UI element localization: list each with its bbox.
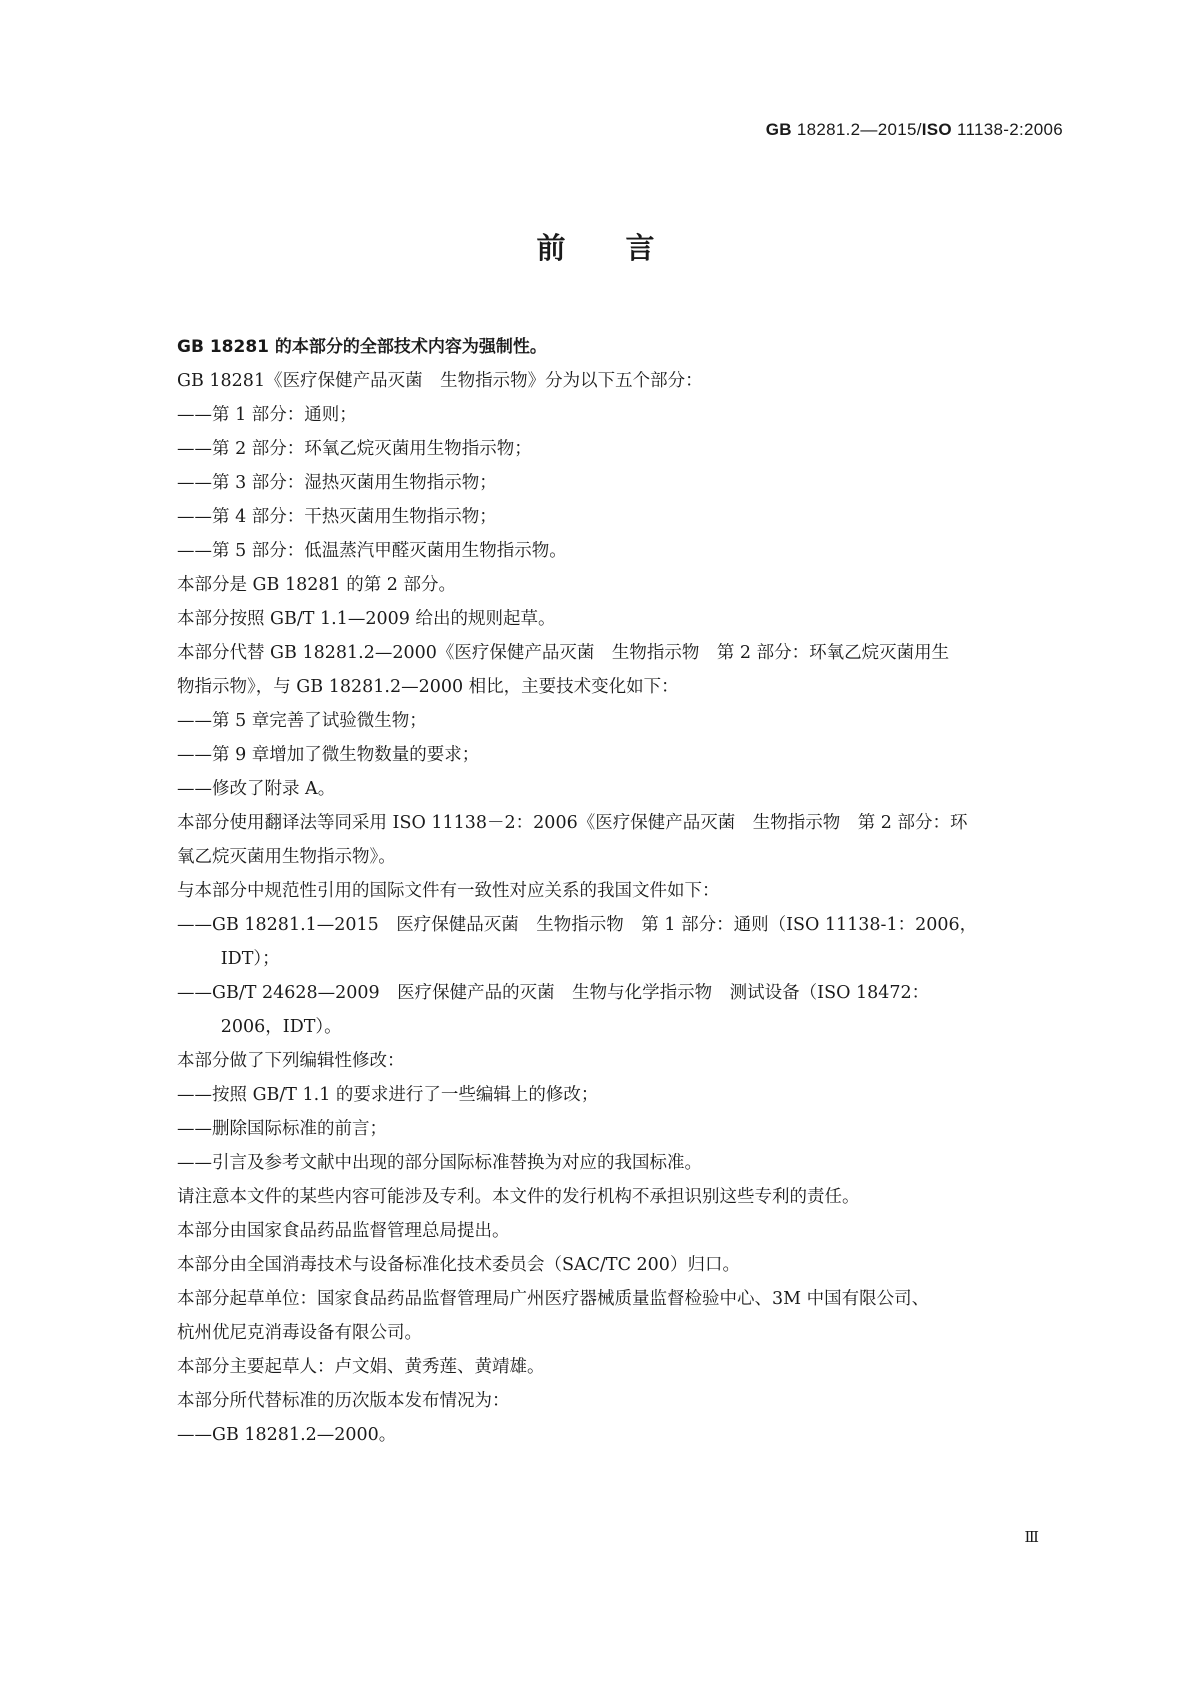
drafting-units-line-2: 杭州优尼克消毒设备有限公司。 [177, 1323, 422, 1343]
part-item-3: ——第 3 部分：湿热灭菌用生物指示物； [177, 473, 497, 493]
drafting-units-line-1: 本部分起草单位：国家食品药品监督管理局广州医疗器械质量监督检验中心、3M 中国有限公司、 [177, 1289, 930, 1309]
replaces-line-1: 本部分代替 GB 18281.2—2000《医疗保健产品灭菌 生物指示物 第 2 部分：环氧乙烷灭菌用生 [177, 643, 950, 663]
editorial-intro: 本部分做了下列编辑性修改： [177, 1051, 405, 1071]
parts-intro: GB 18281《医疗保健产品灭菌 生物指示物》分为以下五个部分： [177, 371, 703, 391]
editorial-item-1: ——按照 GB/T 1.1 的要求进行了一些编辑上的修改； [177, 1085, 599, 1105]
correspondence-intro: 与本部分中规范性引用的国际文件有一致性对应关系的我国文件如下： [177, 881, 720, 901]
std-number: 18281.2—2015/ [796, 120, 922, 139]
main-drafters: 本部分主要起草人：卢文娟、黄秀莲、黄靖雄。 [177, 1357, 545, 1377]
history-item-1: ——GB 18281.2—2000。 [177, 1425, 397, 1445]
foreword-body [177, 330, 1062, 1452]
part-statement: 本部分是 GB 18281 的第 2 部分。 [177, 575, 456, 595]
drafting-rules: 本部分按照 GB/T 1.1—2009 给出的规则起草。 [177, 609, 556, 629]
adoption-line-1: 本部分使用翻译法等同采用 ISO 11138－2：2006《医疗保健产品灭菌 生物指示物 第 2 部分：环 [177, 813, 968, 833]
iso-number: 11138-2:2006 [956, 120, 1063, 139]
part-item-2: ——第 2 部分：环氧乙烷灭菌用生物指示物； [177, 439, 532, 459]
change-item-2: ——第 9 章增加了微生物数量的要求； [177, 745, 480, 765]
part-item-4: ——第 4 部分：干热灭菌用生物指示物； [177, 507, 497, 527]
replaces-line-2: 物指示物》，与 GB 18281.2—2000 相比，主要技术变化如下： [177, 677, 679, 697]
page-title: 前言 [536, 231, 715, 265]
standard-number-header [766, 120, 1063, 140]
editorial-item-2: ——删除国际标准的前言； [177, 1119, 387, 1139]
responsible-committee: 本部分由全国消毒技术与设备标准化技术委员会（SAC/TC 200）归口。 [177, 1255, 740, 1275]
correspondence-item-2: ——GB/T 24628—2009 医疗保健产品的灭菌 生物与化学指示物 测试设备（ISO 18472： [177, 983, 930, 1003]
proposed-by: 本部分由国家食品药品监督管理总局提出。 [177, 1221, 510, 1241]
mandatory-statement: GB 18281 的本部分的全部技术内容为强制性。 [177, 337, 547, 357]
correspondence-item-1: ——GB 18281.1—2015 医疗保健品灭菌 生物指示物 第 1 部分：通则（ISO 11138-1：2006， [177, 915, 978, 935]
part-item-5: ——第 5 部分：低温蒸汽甲醛灭菌用生物指示物。 [177, 541, 567, 561]
part-item-1: ——第 1 部分：通则； [177, 405, 357, 425]
history-intro: 本部分所代替标准的历次版本发布情况为： [177, 1391, 510, 1411]
change-item-3: ——修改了附录 A。 [177, 779, 336, 799]
iso-prefix: ISO [921, 120, 952, 139]
patent-notice: 请注意本文件的某些内容可能涉及专利。本文件的发行机构不承担识别这些专利的责任。 [177, 1187, 860, 1207]
editorial-item-3: ——引言及参考文献中出现的部分国际标准替换为对应的我国标准。 [177, 1153, 702, 1173]
page-number: Ⅲ [1024, 1528, 1039, 1546]
correspondence-item-2-cont: 2006，IDT）。 [220, 1017, 342, 1037]
correspondence-item-1-cont: IDT）； [220, 949, 280, 969]
adoption-line-2: 氧乙烷灭菌用生物指示物》。 [177, 847, 396, 867]
change-item-1: ——第 5 章完善了试验微生物； [177, 711, 427, 731]
std-prefix: GB [765, 120, 792, 139]
